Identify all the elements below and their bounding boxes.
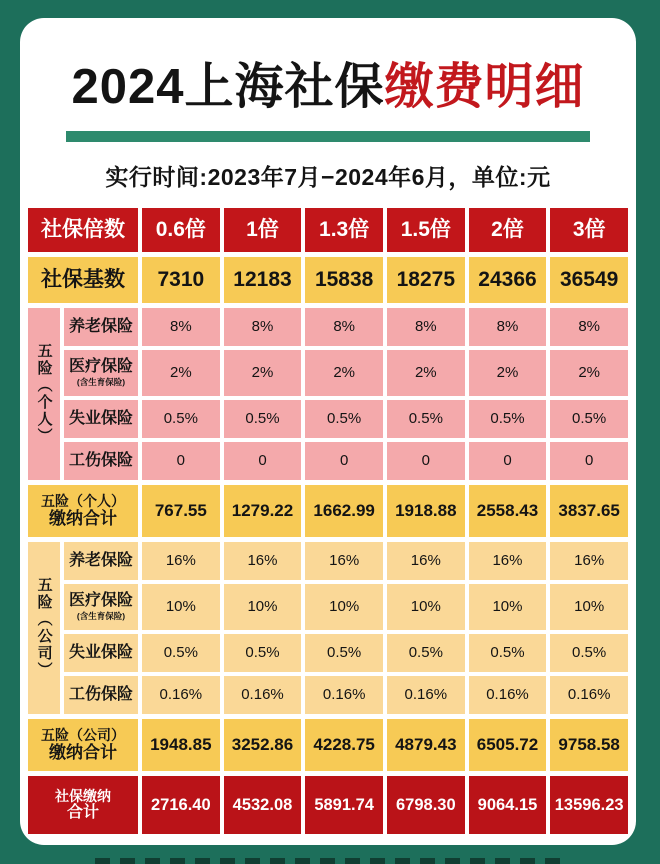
rate-value: 0 — [142, 442, 220, 480]
company-subtotal-value: 4879.43 — [387, 719, 465, 771]
personal-subtotal-label-line1: 五险（个人） — [41, 493, 125, 510]
rate-value: 10% — [224, 584, 302, 630]
medical-insurance-label: 医疗保险 — [68, 592, 133, 610]
rate-value: 10% — [550, 584, 628, 630]
base-amount-value: 7310 — [142, 257, 220, 303]
company-subtotal-label-line2: 缴纳合计 — [49, 743, 117, 763]
grand-total-value: 6798.30 — [387, 776, 465, 834]
multiplier-col: 1.3倍 — [305, 208, 383, 252]
multiplier-header-label: 社保倍数 — [28, 208, 138, 252]
medical-insurance-label: 医疗保险 — [68, 358, 133, 376]
rate-value: 8% — [550, 308, 628, 346]
pension-insurance-label: 养老保险 — [68, 317, 133, 335]
grand-total-value: 5891.74 — [305, 776, 383, 834]
work-injury-insurance-label: 工伤保险 — [68, 451, 133, 469]
rate-value: 0.5% — [224, 634, 302, 672]
rate-value: 2% — [387, 350, 465, 396]
rate-value: 0.5% — [469, 634, 547, 672]
multiplier-col: 2倍 — [469, 208, 547, 252]
rate-value: 0.16% — [305, 676, 383, 714]
personal-subtotal-value: 767.55 — [142, 485, 220, 537]
rate-value: 0 — [305, 442, 383, 480]
rate-value: 0 — [469, 442, 547, 480]
company-subtotal-value: 3252.86 — [224, 719, 302, 771]
rate-value: 10% — [469, 584, 547, 630]
personal-rates-section — [28, 308, 628, 480]
company-subtotal-value: 4228.75 — [305, 719, 383, 771]
base-amount-value: 12183 — [224, 257, 302, 303]
rate-value: 2% — [224, 350, 302, 396]
company-subtotal-value: 6505.72 — [469, 719, 547, 771]
rate-value: 2% — [142, 350, 220, 396]
rate-value: 16% — [469, 542, 547, 580]
rate-value: 0.5% — [305, 400, 383, 438]
rate-value: 0.5% — [224, 400, 302, 438]
social-security-table — [28, 208, 628, 834]
medical-insurance-note: (含生育保险) — [76, 376, 126, 387]
company-subtotal-label-line1: 五险（公司） — [41, 727, 125, 744]
rate-value: 0.5% — [550, 400, 628, 438]
rate-value: 0.16% — [469, 676, 547, 714]
rate-value: 8% — [469, 308, 547, 346]
rate-value: 0.5% — [469, 400, 547, 438]
rate-value: 0.16% — [550, 676, 628, 714]
company-subtotal-value: 1948.85 — [142, 719, 220, 771]
title-divider — [66, 131, 590, 142]
grand-total-value: 9064.15 — [469, 776, 547, 834]
rate-value: 8% — [224, 308, 302, 346]
rate-value: 0.5% — [387, 400, 465, 438]
rate-value: 0 — [224, 442, 302, 480]
title-red-part: 缴费明细 — [384, 60, 585, 114]
rate-value: 0.5% — [550, 634, 628, 672]
company-rates-section — [28, 542, 628, 714]
rate-value: 16% — [224, 542, 302, 580]
grand-total-label-line2: 合计 — [66, 803, 99, 821]
rate-value: 0.16% — [224, 676, 302, 714]
rate-value: 16% — [305, 542, 383, 580]
page-title — [20, 48, 636, 118]
pension-insurance-label: 养老保险 — [68, 551, 133, 569]
base-amount-value: 24366 — [469, 257, 547, 303]
rate-value: 0.5% — [142, 634, 220, 672]
poster-card — [20, 18, 636, 845]
rate-value: 0.16% — [142, 676, 220, 714]
personal-subtotal-label-line2: 缴纳合计 — [49, 509, 117, 529]
rate-value: 8% — [387, 308, 465, 346]
base-amount-row — [28, 257, 628, 303]
personal-subtotal-value: 1918.88 — [387, 485, 465, 537]
work-injury-insurance-label: 工伤保险 — [68, 685, 133, 703]
multiplier-col: 1倍 — [224, 208, 302, 252]
rate-value: 8% — [142, 308, 220, 346]
multiplier-col: 3倍 — [550, 208, 628, 252]
unemployment-insurance-label: 失业保险 — [68, 409, 133, 427]
rate-value: 0.16% — [387, 676, 465, 714]
base-amount-value: 15838 — [305, 257, 383, 303]
rate-value: 2% — [550, 350, 628, 396]
multiplier-col: 0.6倍 — [142, 208, 220, 252]
rate-value: 0.5% — [305, 634, 383, 672]
grand-total-label-line1: 社保缴纳 — [55, 787, 111, 804]
rate-value: 0 — [387, 442, 465, 480]
personal-group-label: 五险（个人） — [28, 308, 60, 480]
company-subtotal-value: 9758.58 — [550, 719, 628, 771]
subtitle-effective-period: 实行时间:2023年7月−2024年6月，单位:元 — [105, 164, 551, 190]
grand-total-row — [28, 776, 628, 834]
base-amount-label: 社保基数 — [28, 257, 138, 303]
personal-subtotal-value: 1279.22 — [224, 485, 302, 537]
company-subtotal-row — [28, 719, 628, 771]
rate-value: 16% — [550, 542, 628, 580]
personal-subtotal-value: 1662.99 — [305, 485, 383, 537]
unemployment-insurance-label: 失业保险 — [68, 643, 133, 661]
rate-value: 10% — [387, 584, 465, 630]
base-amount-value: 36549 — [550, 257, 628, 303]
rate-value: 8% — [305, 308, 383, 346]
multiplier-header-row — [28, 208, 628, 252]
grand-total-value: 13596.23 — [550, 776, 628, 834]
rate-value: 2% — [305, 350, 383, 396]
personal-subtotal-row — [28, 485, 628, 537]
rate-value: 2% — [469, 350, 547, 396]
rate-value: 16% — [142, 542, 220, 580]
rate-value: 0.5% — [387, 634, 465, 672]
multiplier-col: 1.5倍 — [387, 208, 465, 252]
grand-total-value: 2716.40 — [142, 776, 220, 834]
rate-value: 0.5% — [142, 400, 220, 438]
grand-total-value: 4532.08 — [224, 776, 302, 834]
rate-value: 16% — [387, 542, 465, 580]
base-amount-value: 18275 — [387, 257, 465, 303]
company-group-label: 五险（公司） — [28, 542, 60, 714]
rate-value: 0 — [550, 442, 628, 480]
rate-value: 10% — [142, 584, 220, 630]
clipped-footer-caption — [95, 858, 565, 864]
rate-value: 10% — [305, 584, 383, 630]
personal-subtotal-value: 3837.65 — [550, 485, 628, 537]
title-black-part: 2024上海社保 — [71, 60, 385, 114]
medical-insurance-note: (含生育保险) — [76, 610, 126, 621]
personal-subtotal-value: 2558.43 — [469, 485, 547, 537]
